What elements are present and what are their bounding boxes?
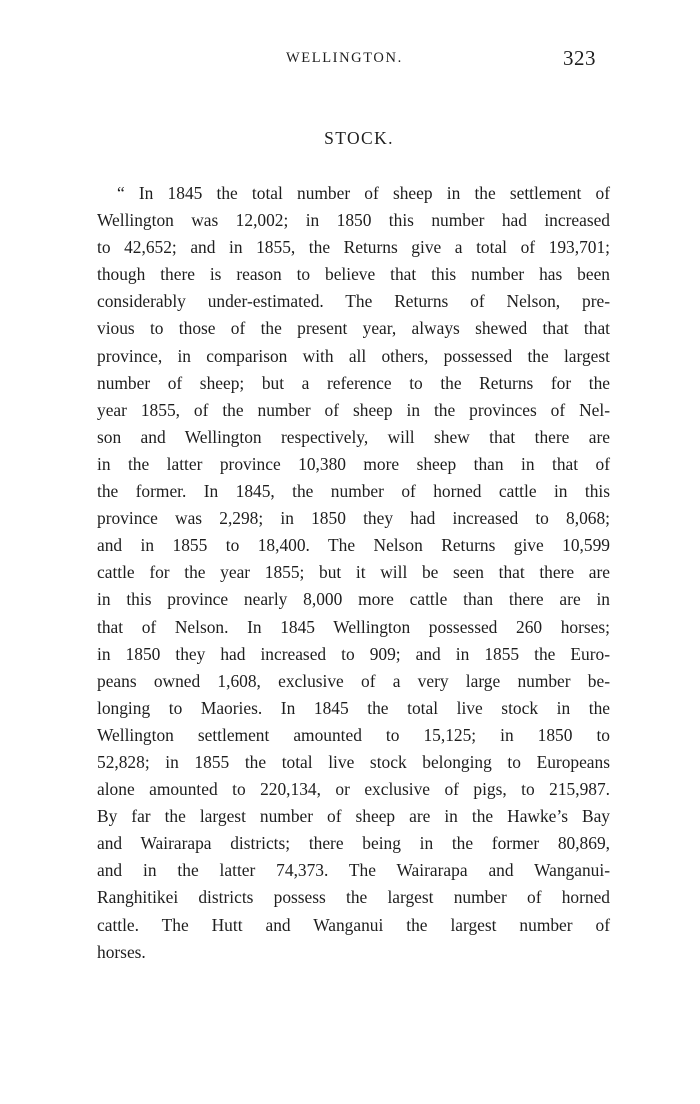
paragraph-line: cattle. The Hutt and Wanganui the largest number of [97, 914, 610, 935]
paragraph-line: considerably under-estimated. The Returns of Nelson, pre- [97, 291, 610, 312]
running-head [0, 46, 700, 76]
paragraph-line: and in 1855 to 18,400. The Nelson Returns give 10,599 [97, 535, 610, 556]
paragraph-line: cattle for the year 1855; but it will be seen that there are [97, 562, 610, 583]
paragraph-line: in this province nearly 8,000 more cattle than there are in [97, 589, 610, 610]
paragraph-line: longing to Maories. In 1845 the total live stock in the [97, 697, 610, 718]
paragraph-line: year 1855, of the number of sheep in the provinces of Nel- [97, 399, 610, 420]
paragraph-line: 52,828; in 1855 the total live stock belonging to Europeans [97, 751, 610, 772]
running-title: WELLINGTON. [286, 50, 403, 66]
paragraph-line: Ranghitikei districts possess the largest number of horned [97, 887, 610, 908]
paragraph-line: the former. In 1845, the number of horned cattle in this [97, 481, 610, 502]
paragraph-line: and in the latter 74,373. The Wairarapa and Wanganui- [97, 860, 610, 881]
paragraph-line: province, in comparison with all others, possessed the largest [97, 345, 610, 366]
paragraph-line: and Wairarapa districts; there being in the former 80,869, [97, 833, 610, 854]
paragraph-line: horses. [97, 941, 146, 962]
paragraph-line: vious to those of the present year, always shewed that that [97, 318, 610, 339]
paragraph-line: in the latter province 10,380 more sheep than in that of [97, 453, 610, 474]
paragraph-line: peans owned 1,608, exclusive of a very large number be- [97, 670, 610, 691]
paragraph-line: alone amounted to 220,134, or exclusive of pigs, to 215,987. [97, 779, 610, 800]
paragraph-line: son and Wellington respectively, will shew that there are [97, 426, 610, 447]
paragraph-line: to 42,652; and in 1855, the Returns give a total of 193,701; [97, 237, 610, 258]
paragraph-line: number of sheep; but a reference to the Returns for the [97, 372, 610, 393]
page-number: 323 [563, 46, 596, 70]
paragraph-line: Wellington was 12,002; in 1850 this number had increased [97, 210, 610, 231]
paragraph-line: province was 2,298; in 1850 they had increased to 8,068; [97, 508, 610, 529]
paragraph-line: “ In 1845 the total number of sheep in the settlement of [117, 183, 610, 203]
body-paragraph [97, 180, 610, 966]
paragraph-line: By far the largest number of sheep are in the Hawke’s Bay [97, 806, 610, 827]
paragraph-line: though there is reason to believe that this number has been [97, 264, 610, 285]
paragraph-line: that of Nelson. In 1845 Wellington possessed 260 horses; [97, 616, 610, 637]
section-heading: STOCK. [324, 128, 394, 148]
paragraph-line: in 1850 they had increased to 909; and in 1855 the Euro- [97, 643, 610, 664]
paragraph-line: Wellington settlement amounted to 15,125; in 1850 to [97, 724, 610, 745]
